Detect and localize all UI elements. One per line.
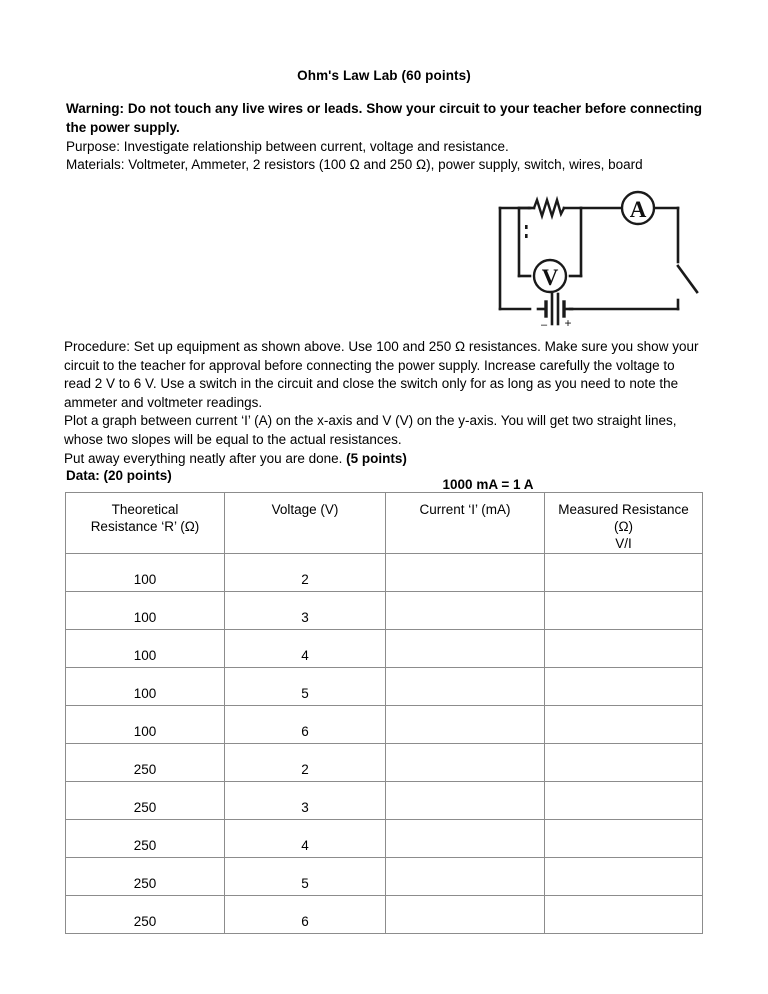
cell-measured-resistance[interactable] — [545, 668, 703, 706]
cell-theoretical-resistance: 100 — [66, 668, 225, 706]
table-row — [66, 706, 703, 744]
cell-voltage: 5 — [225, 858, 386, 896]
cell-measured-resistance[interactable] — [545, 744, 703, 782]
table-row — [66, 554, 703, 592]
data-section-heading: Data: (20 points) — [66, 468, 172, 483]
cell-current[interactable] — [386, 744, 545, 782]
column-header-theoretical-resistance — [66, 493, 225, 554]
ammeter-symbol — [622, 192, 654, 224]
purpose-line: Purpose: Investigate relationship between current, voltage and resistance. — [66, 139, 509, 154]
cell-theoretical-resistance: 250 — [66, 820, 225, 858]
cell-voltage: 5 — [225, 668, 386, 706]
table-row — [66, 858, 703, 896]
cell-voltage: 6 — [225, 706, 386, 744]
cell-measured-resistance[interactable] — [545, 782, 703, 820]
cell-voltage: 4 — [225, 630, 386, 668]
table-body — [66, 554, 703, 934]
table-row — [66, 820, 703, 858]
cleanup-text: Put away everything neatly after you are done. — [64, 450, 347, 466]
table-row — [66, 896, 703, 934]
procedure-section — [64, 338, 702, 468]
cell-current[interactable] — [386, 630, 545, 668]
table-row — [66, 668, 703, 706]
cell-theoretical-resistance: 250 — [66, 782, 225, 820]
cell-measured-resistance[interactable] — [545, 896, 703, 934]
dotted-marker — [525, 225, 528, 238]
cell-voltage: 3 — [225, 592, 386, 630]
ammeter-label: A — [629, 197, 647, 222]
cell-theoretical-resistance: 250 — [66, 896, 225, 934]
cell-voltage: 2 — [225, 554, 386, 592]
cell-current[interactable] — [386, 668, 545, 706]
procedure-paragraph-1: Procedure: Set up equipment as shown above. Use 100 and 250 Ω resistances. Make sure you show your circuit to the teacher for approval before connecting the power supply. Increase carefully the voltage to read 2 V to 6 V. Use a switch in the circuit and close the switch only for as long as you need to note the ammeter and voltmeter readings. — [64, 339, 699, 410]
table-row — [66, 592, 703, 630]
procedure-paragraph-3 — [64, 450, 702, 469]
table-row — [66, 782, 703, 820]
cell-voltage: 6 — [225, 896, 386, 934]
cell-theoretical-resistance: 250 — [66, 744, 225, 782]
header-line-2: Resistance ‘R’ (Ω) — [90, 519, 200, 534]
warning-body: Do not touch any live wires or leads. Show your circuit to your teacher before connecting the power supply. — [66, 101, 702, 135]
cleanup-points: (5 points) — [346, 450, 407, 466]
header-line-2: (Ω) — [613, 519, 634, 534]
battery-negative-label: – — [540, 319, 548, 331]
voltmeter-label: V — [541, 265, 559, 290]
data-table — [65, 492, 703, 934]
cell-measured-resistance[interactable] — [545, 820, 703, 858]
cell-current[interactable] — [386, 896, 545, 934]
cell-measured-resistance[interactable] — [545, 858, 703, 896]
cell-theoretical-resistance: 100 — [66, 630, 225, 668]
cell-current[interactable] — [386, 592, 545, 630]
cell-current[interactable] — [386, 782, 545, 820]
cell-theoretical-resistance: 250 — [66, 858, 225, 896]
header-line-3: V/I — [615, 536, 632, 551]
table-row — [66, 744, 703, 782]
header-line-1: Current ‘I’ (mA) — [419, 502, 511, 517]
cell-voltage: 2 — [225, 744, 386, 782]
header-line-1: Voltage (V) — [271, 502, 339, 517]
column-header-measured-resistance — [545, 493, 703, 554]
materials-line: Materials: Voltmeter, Ammeter, 2 resistors (100 Ω and 250 Ω), power supply, switch, wires, board — [66, 157, 643, 172]
cell-measured-resistance[interactable] — [545, 706, 703, 744]
cell-current[interactable] — [386, 820, 545, 858]
cell-theoretical-resistance: 100 — [66, 706, 225, 744]
circuit-diagram — [486, 184, 726, 332]
column-header-current — [386, 493, 545, 554]
unit-conversion-note: 1000 mA = 1 A — [442, 477, 534, 492]
cell-voltage: 4 — [225, 820, 386, 858]
cell-measured-resistance[interactable] — [545, 630, 703, 668]
procedure-paragraph-2: Plot a graph between current ‘I’ (A) on the x-axis and V (V) on the y-axis. You will get two straight lines, whose two slopes will be equal to the actual resistances. — [64, 413, 677, 447]
warning-label: Warning: — [66, 101, 124, 116]
header-line-1: Theoretical — [111, 502, 179, 517]
column-header-voltage — [225, 493, 386, 554]
voltmeter-symbol — [534, 260, 566, 292]
cell-theoretical-resistance: 100 — [66, 554, 225, 592]
warning-paragraph — [66, 100, 702, 137]
cell-current[interactable] — [386, 706, 545, 744]
table-row — [66, 630, 703, 668]
cell-current[interactable] — [386, 858, 545, 896]
cell-current[interactable] — [386, 554, 545, 592]
battery-positive-label: + — [564, 316, 572, 330]
cell-measured-resistance[interactable] — [545, 592, 703, 630]
header-line-1: Measured Resistance — [558, 502, 689, 517]
table-header-row — [66, 493, 703, 554]
cell-measured-resistance[interactable] — [545, 554, 703, 592]
cell-theoretical-resistance: 100 — [66, 592, 225, 630]
cell-voltage: 3 — [225, 782, 386, 820]
page-title: Ohm's Law Lab (60 points) — [297, 68, 471, 83]
